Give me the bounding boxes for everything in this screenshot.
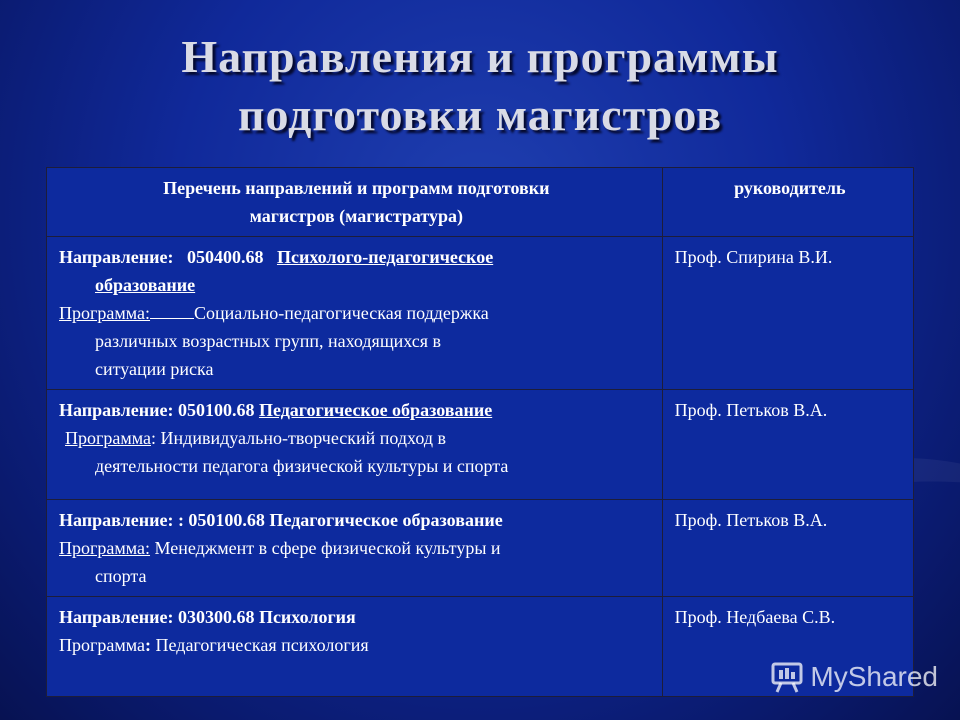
title-line-2: подготовки магистров — [237, 89, 723, 140]
table-row — [47, 390, 914, 500]
direction-label: Направление: — [59, 400, 174, 420]
header-programs-line-1: Перечень направлений и программ подготовки — [163, 178, 550, 198]
program-line — [59, 631, 654, 659]
program-text-1: Менеджмент в сфере физической культуры и — [150, 538, 501, 558]
program-colon: : — [145, 635, 152, 655]
watermark-text: MyShared — [810, 661, 938, 692]
header-programs-cell — [47, 168, 663, 237]
direction-name-cont: образование — [95, 275, 196, 295]
program-text-3: ситуации риска — [95, 359, 214, 379]
direction-code: 050400.68 — [186, 247, 264, 267]
program-label: Программа — [65, 428, 152, 448]
direction-code: 050100.68 — [177, 400, 255, 420]
table-header-row — [47, 168, 914, 237]
program-text-1: Педагогическая психология — [151, 635, 369, 655]
table-row — [47, 500, 914, 597]
leader-cell: Проф. Спирина В.И. — [662, 237, 913, 390]
leader-cell: Проф. Петьков В.А. — [662, 390, 913, 500]
direction-line: Направление: : 050100.68 Педагогическое образование — [59, 510, 503, 530]
programs-table — [46, 167, 914, 697]
program-text-1: : Индивидуально-творческий подход в — [151, 428, 446, 448]
direction-line: Направление: 030300.68 Психология — [59, 607, 356, 627]
leader-cell: Проф. Недбаева С.В. — [662, 597, 913, 697]
program-label: Программа — [59, 635, 146, 655]
header-leader-cell: руководитель — [662, 168, 913, 237]
program-text-1: Социально-педагогическая поддержка — [194, 303, 489, 323]
program-text-2: деятельности педагога физической культуры и спорта — [95, 456, 509, 476]
direction-name: Педагогическое образование — [258, 400, 493, 420]
program-line — [59, 534, 654, 562]
direction-label: Направление: — [59, 247, 174, 267]
program-cell — [47, 597, 663, 697]
table-row — [47, 237, 914, 390]
program-cell — [47, 390, 663, 500]
program-label: Программа: — [59, 303, 151, 323]
program-text-2: спорта — [95, 566, 147, 586]
direction-name: Психолого-педагогическое — [276, 247, 494, 267]
direction-line — [59, 243, 654, 271]
program-text-2: различных возрастных групп, находящихся в — [95, 331, 442, 351]
underline-bar — [150, 300, 194, 319]
header-programs-line-2: магистров (магистратура) — [249, 206, 464, 226]
program-cell — [47, 237, 663, 390]
slide-title — [0, 28, 960, 144]
leader-cell: Проф. Петьков В.А. — [662, 500, 913, 597]
program-line — [59, 299, 654, 327]
program-label: Программа: — [59, 538, 151, 558]
program-cell — [47, 500, 663, 597]
title-line-1: Направления и программы — [181, 31, 779, 82]
direction-line — [59, 396, 654, 424]
presentation-board-icon — [770, 660, 804, 694]
watermark — [770, 660, 938, 694]
program-line — [59, 424, 654, 452]
